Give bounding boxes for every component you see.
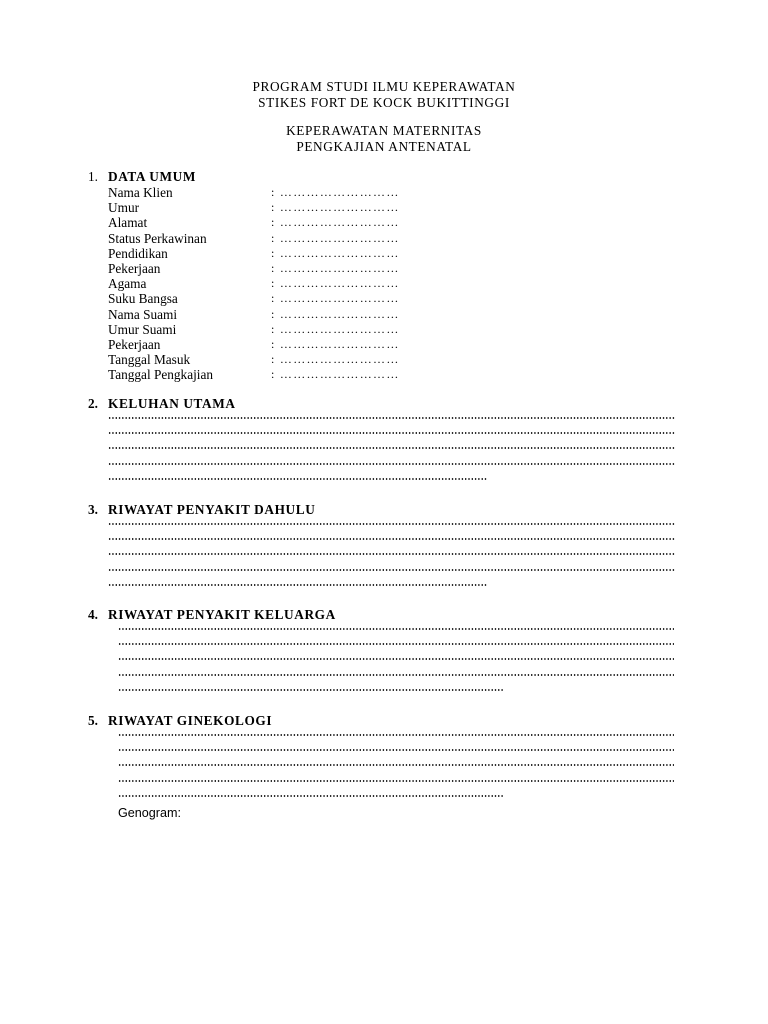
field-row <box>88 200 688 215</box>
blank-lines[interactable] <box>88 623 688 699</box>
field-label: Umur <box>108 200 140 216</box>
dotted-line <box>88 412 688 427</box>
course-title: KEPERAWATAN MATERNITAS <box>286 123 482 138</box>
field-label: Suku Bangsa <box>108 291 178 307</box>
field-blank[interactable]: : ……………………… <box>271 321 400 336</box>
genogram-label: Genogram: <box>118 805 181 820</box>
blank-lines[interactable] <box>88 518 688 594</box>
field-label: Tanggal Masuk <box>108 352 191 368</box>
dotted-line <box>88 744 688 759</box>
dotted-line <box>88 548 688 563</box>
dotted-line <box>88 518 688 533</box>
field-row <box>88 185 688 200</box>
section-heading <box>88 169 688 185</box>
dotted-line <box>88 638 688 653</box>
dotted-line <box>88 623 688 638</box>
dotted-line <box>88 684 688 699</box>
field-row <box>88 337 688 352</box>
dotted-line <box>88 759 688 774</box>
section-heading <box>88 502 688 518</box>
field-row <box>88 352 688 367</box>
field-row <box>88 215 688 230</box>
section-number: 3. <box>88 502 98 517</box>
section-title: RIWAYAT PENYAKIT DAHULU <box>108 502 316 517</box>
assessment-title: PENGKAJIAN ANTENATAL <box>296 139 472 154</box>
blank-lines[interactable] <box>88 729 688 805</box>
section-data-umum <box>88 169 688 382</box>
field-blank[interactable]: : ……………………… <box>271 200 400 215</box>
field-blank[interactable]: : ……………………… <box>271 230 400 245</box>
dotted-line <box>88 564 688 579</box>
blank-lines[interactable] <box>88 412 688 488</box>
section-riwayat-penyakit-keluarga <box>88 607 688 699</box>
section-heading <box>88 713 688 729</box>
field-label: Agama <box>108 276 147 292</box>
field-blank[interactable]: : ……………………… <box>271 291 400 306</box>
section-heading <box>88 396 688 412</box>
field-blank[interactable]: : ……………………… <box>271 352 400 367</box>
field-blank[interactable]: : ……………………… <box>271 336 400 351</box>
field-label: Status Perkawinan <box>108 230 207 246</box>
field-label: Pendidikan <box>108 245 168 261</box>
field-label: Nama Suami <box>108 306 178 322</box>
section-title: RIWAYAT PENYAKIT KELUARGA <box>108 607 336 622</box>
school-name: STIKES FORT DE KOCK BUKITTINGGI <box>258 95 510 110</box>
field-blank[interactable]: : ……………………… <box>271 306 400 321</box>
section-number: 2. <box>88 396 98 411</box>
field-blank[interactable]: : ……………………… <box>271 260 400 275</box>
field-label: Umur Suami <box>108 321 177 337</box>
field-row <box>88 367 688 382</box>
field-list <box>88 185 688 382</box>
field-blank[interactable]: : ……………………… <box>271 245 400 260</box>
field-blank[interactable]: : ……………………… <box>271 276 400 291</box>
field-row <box>88 291 688 306</box>
dotted-line <box>88 458 688 473</box>
field-row <box>88 231 688 246</box>
field-label: Nama Klien <box>108 185 173 200</box>
section-number: 4. <box>88 607 98 622</box>
section-number: 1. <box>88 169 98 184</box>
field-label: Tanggal Pengkajian <box>108 367 214 383</box>
field-label: Pekerjaan <box>108 260 161 276</box>
dotted-line <box>88 790 688 805</box>
section-title: DATA UMUM <box>108 169 196 184</box>
section-heading <box>88 607 688 623</box>
field-row <box>88 276 688 291</box>
dotted-line <box>88 442 688 457</box>
section-number: 5. <box>88 713 98 728</box>
dotted-line <box>88 533 688 548</box>
program-name: PROGRAM STUDI ILMU KEPERAWATAN <box>252 79 516 94</box>
section-keluhan-utama <box>88 396 688 488</box>
field-row <box>88 307 688 322</box>
field-blank[interactable]: : ……………………… <box>271 215 400 230</box>
dotted-line <box>88 775 688 790</box>
dotted-line <box>88 579 688 594</box>
field-row <box>88 322 688 337</box>
dotted-line <box>88 669 688 684</box>
section-riwayat-ginekologi <box>88 713 688 821</box>
dotted-line <box>88 729 688 744</box>
section-riwayat-penyakit-dahulu <box>88 502 688 594</box>
section-title: RIWAYAT GINEKOLOGI <box>108 713 273 728</box>
institution-header <box>0 79 768 111</box>
field-blank[interactable]: : ……………………… <box>271 185 400 199</box>
form-title <box>0 123 768 155</box>
field-row <box>88 246 688 261</box>
field-blank[interactable]: : ……………………… <box>271 367 400 382</box>
dotted-line <box>88 473 688 488</box>
dotted-line <box>88 427 688 442</box>
section-title: KELUHAN UTAMA <box>108 396 236 411</box>
field-label: Alamat <box>108 215 148 231</box>
dotted-line <box>88 653 688 668</box>
field-label: Pekerjaan <box>108 336 161 352</box>
field-row <box>88 261 688 276</box>
